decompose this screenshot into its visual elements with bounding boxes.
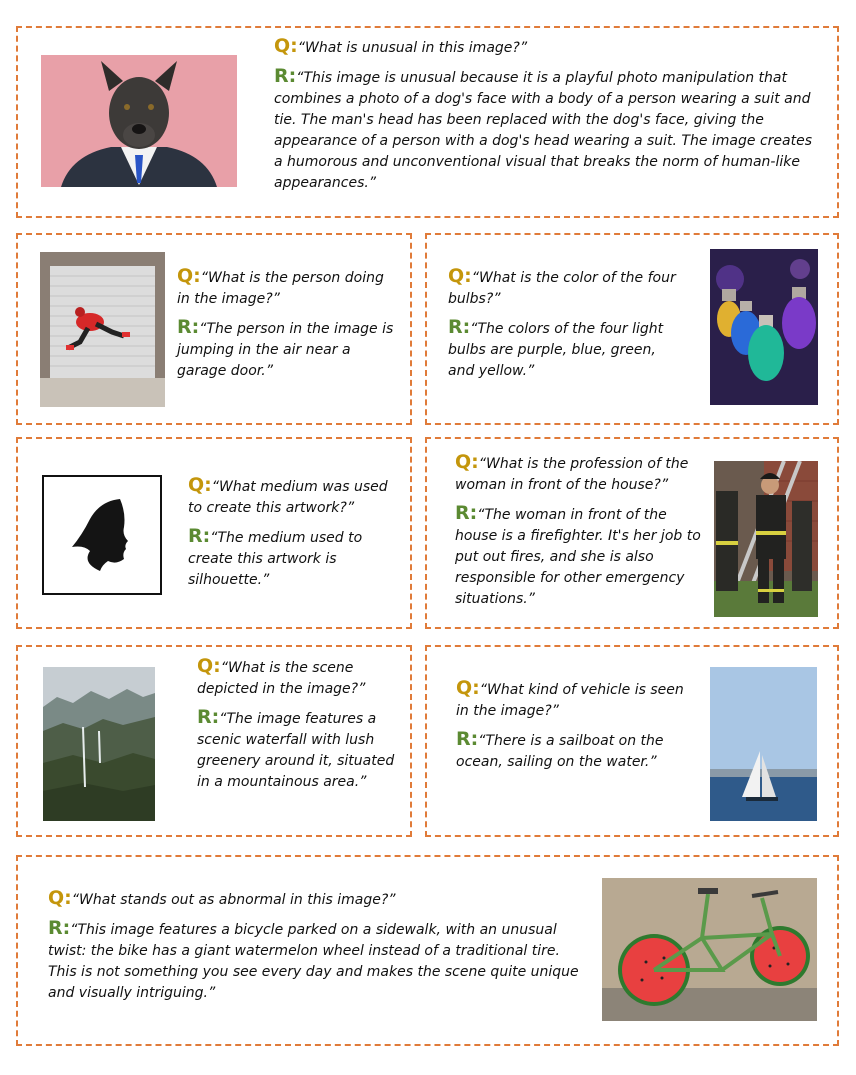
question-text: “What is the scene depicted in the image?”: [197, 660, 366, 697]
response-line: [197, 707, 405, 793]
question-text: “What kind of vehicle is seen in the image?”: [456, 682, 684, 719]
response-line: [177, 317, 399, 382]
sailboat-image: [710, 667, 817, 821]
question-text: “What is the person doing in the image?”: [177, 270, 384, 307]
q-label: Q:: [448, 265, 472, 287]
question-line: [456, 678, 696, 722]
silhouette-image: [42, 475, 162, 595]
response-line: [188, 526, 403, 591]
response-line: [455, 503, 703, 610]
q-label: Q:: [188, 474, 212, 496]
q-label: Q:: [456, 677, 480, 699]
r-label: R:: [456, 728, 479, 750]
response-text: “This image is unusual because it is a playful photo manipulation that combines a photo of a dog's face with a body of a person wearing a suit and tie. The man's head has been replaced with the dog's face, giving the appearance of a person with a dog's head wearing a suit. The image creates a humorous and unconventional visual that breaks the norm of human-like appearances.”: [274, 70, 813, 191]
qa-text-firefighter: [455, 452, 703, 610]
r-label: R:: [448, 316, 471, 338]
question-line: [274, 36, 814, 59]
response-text: “The woman in front of the house is a firefighter. It's her job to put out fires, and she is also responsible for other emergency situations.”: [455, 507, 701, 607]
waterfall-image: [43, 667, 155, 821]
question-text: “What medium was used to create this artwork?”: [188, 479, 388, 516]
watermelon-bike-image: [602, 878, 817, 1021]
question-text: “What stands out as abnormal in this image?”: [71, 892, 396, 908]
r-label: R:: [177, 316, 200, 338]
dog-suit-image: [41, 55, 237, 187]
response-line: [456, 729, 696, 773]
response-text: “The image features a scenic waterfall with lush greenery around it, situated in a mountainous area.”: [197, 711, 395, 790]
question-text: “What is the profession of the woman in front of the house?”: [455, 456, 689, 493]
qa-text-dog-suit: [274, 36, 814, 194]
r-label: R:: [48, 917, 71, 939]
question-line: [455, 452, 703, 496]
qa-text-silhouette: [188, 475, 403, 591]
question-text: “What is unusual in this image?”: [297, 40, 528, 56]
r-label: R:: [455, 502, 478, 524]
light-bulbs-image: [710, 249, 818, 405]
q-label: Q:: [197, 655, 221, 677]
response-text: “There is a sailboat on the ocean, sailing on the water.”: [456, 733, 664, 770]
question-line: [448, 266, 678, 310]
question-line: [197, 656, 405, 700]
jumping-person-image: [40, 252, 165, 407]
response-text: “This image features a bicycle parked on a sidewalk, with an unusual twist: the bike has a giant watermelon wheel instead of a traditional tire. This is not something you see every day and makes the scene quite unique and visually intriguing.”: [48, 922, 579, 1001]
q-label: Q:: [48, 887, 72, 909]
response-text: “The medium used to create this artwork is silhouette.”: [188, 530, 363, 588]
r-label: R:: [197, 706, 220, 728]
qa-text-light-bulbs: [448, 266, 678, 382]
response-text: “The person in the image is jumping in the air near a garage door.”: [177, 321, 394, 379]
response-line: [274, 66, 814, 194]
response-text: “The colors of the four light bulbs are purple, blue, green, and yellow.”: [448, 321, 664, 379]
question-line: [177, 266, 399, 310]
q-label: Q:: [455, 451, 479, 473]
q-label: Q:: [274, 35, 298, 57]
qa-text-waterfall: [197, 656, 405, 793]
response-line: [448, 317, 678, 382]
question-line: [188, 475, 403, 519]
question-line: [48, 888, 588, 911]
qa-text-watermelon-bike: [48, 888, 588, 1004]
qa-text-sailboat: [456, 678, 696, 773]
q-label: Q:: [177, 265, 201, 287]
qa-text-jumping-person: [177, 266, 399, 382]
response-line: [48, 918, 588, 1004]
r-label: R:: [188, 525, 211, 547]
r-label: R:: [274, 65, 297, 87]
firefighter-image: [714, 461, 818, 617]
question-text: “What is the color of the four bulbs?”: [448, 270, 676, 307]
